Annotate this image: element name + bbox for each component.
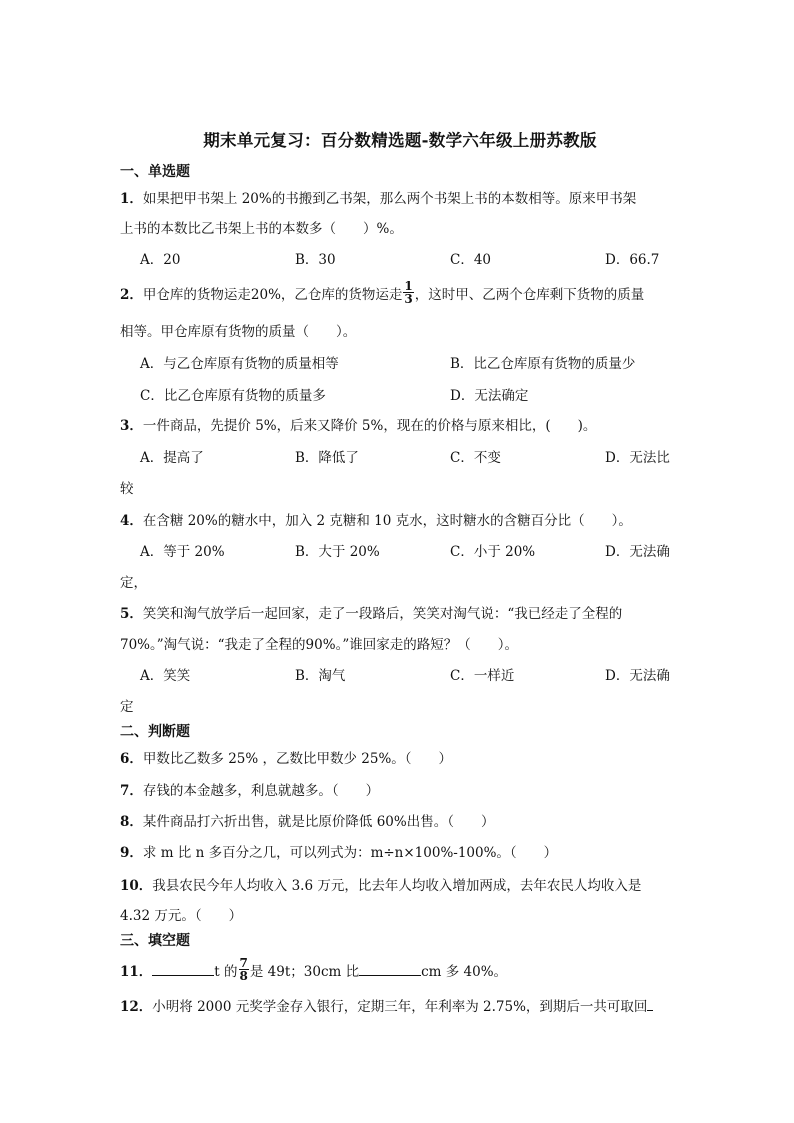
fraction-denominator: 3	[404, 292, 413, 306]
question-2-option-c[interactable]: C．比乙仓库原有货物的质量多	[140, 388, 326, 404]
question-2-number: 2．	[120, 287, 143, 303]
question-7-number: 7．	[120, 783, 143, 799]
question-8	[120, 810, 494, 830]
question-1-text: 如果把甲书架上 20%的书搬到乙书架，那么两个书架上书的本数相等。原来甲书架	[142, 191, 637, 207]
question-11	[120, 956, 508, 985]
question-1-option-c[interactable]: C．40	[450, 252, 492, 268]
question-5-option-b[interactable]: B．淘气	[295, 668, 346, 684]
question-10-text: 我县农民今年人均收入 3.6 万元，比去年人均收入增加两成，去年农民人均收入是	[152, 878, 642, 894]
question-12-number: 12．	[120, 999, 153, 1015]
question-10-line-2: 4.32 万元。（ ）	[120, 908, 243, 924]
fraction-numerator: 1	[404, 279, 413, 293]
question-6-number: 6．	[120, 751, 143, 767]
question-5-option-wrap: 定	[120, 699, 134, 715]
question-2-line-2: 相等。甲仓库原有货物的质量（ ）。	[120, 324, 357, 340]
question-3-option-wrap: 较	[120, 481, 134, 497]
question-4-option-c[interactable]: C．小于 20%	[450, 544, 536, 560]
question-4-option-d[interactable]: D．无法确	[605, 544, 670, 560]
question-11-number: 11．	[120, 964, 153, 980]
question-4-option-a[interactable]: A．等于 20%	[140, 544, 225, 560]
page-title: 期末单元复习：百分数精选题-数学六年级上册苏教版	[203, 131, 597, 150]
question-7	[120, 779, 379, 799]
question-6	[120, 747, 452, 767]
fraction-denominator: 8	[239, 969, 248, 983]
question-7-text: 存钱的本金越多，利息就越多。（ ）	[142, 783, 380, 799]
question-3-option-c[interactable]: C．不变	[450, 450, 501, 466]
question-5-text: 笑笑和淘气放学后一起回家，走了一段路后，笑笑对淘气说：“我已经走了全程的	[142, 606, 623, 622]
question-8-number: 8．	[120, 814, 143, 830]
question-3-line-1	[120, 414, 596, 434]
question-9-text: 求 m 比 n 多百分之几，可以列式为：m÷n×100%-100%。（ ）	[142, 845, 558, 861]
question-10-line-1	[120, 874, 641, 894]
question-3-option-d[interactable]: D．无法比	[605, 450, 670, 466]
question-2-option-b[interactable]: B．比乙仓库原有货物的质量少	[450, 356, 636, 372]
question-1-line-2: 上书的本数比乙书架上书的本数多（ ）%。	[120, 221, 403, 237]
question-12-line-1	[120, 995, 653, 1015]
fraction-numerator: 7	[239, 956, 248, 970]
question-1-option-d[interactable]: D．66.7	[605, 252, 660, 268]
question-11-fraction	[239, 957, 249, 982]
question-9	[120, 841, 557, 861]
question-4-number: 4．	[120, 513, 143, 529]
question-11-text-b: 是 49t；30cm 比	[249, 964, 360, 980]
question-1-line-1	[120, 187, 636, 207]
question-11-text-c: cm 多 40%。	[421, 964, 508, 980]
question-3-option-b[interactable]: B．降低了	[295, 450, 359, 466]
question-5-line-2: 70%。”淘气说：“我走了全程的90%。”谁回家走的路短？（ ）。	[120, 637, 518, 653]
question-5-line-1	[120, 602, 622, 622]
question-5-option-d[interactable]: D．无法确	[605, 668, 670, 684]
section-heading-single-choice: 一、单选题	[120, 164, 190, 180]
question-5-option-a[interactable]: A．笑笑	[140, 668, 191, 684]
question-3-text: 一件商品，先提价 5%，后来又降价 5%，现在的价格与原来相比，( )。	[142, 418, 597, 434]
question-3-number: 3．	[120, 418, 143, 434]
question-2-fraction	[403, 280, 413, 305]
question-4-line-1	[120, 509, 632, 529]
question-2-text-a: 甲仓库的货物运走20%，乙仓库的货物运走	[142, 287, 403, 303]
question-10-number: 10．	[120, 878, 153, 894]
question-11-text-a: t 的	[214, 964, 238, 980]
question-12-text: 小明将 2000 元奖学金存入银行，定期三年，年利率为 2.75%，到期后一共可取回	[152, 999, 648, 1015]
answer-blank-2[interactable]	[359, 963, 421, 976]
question-3-option-a[interactable]: A．提高了	[140, 450, 204, 466]
question-2-text-b: ，这时甲、乙两个仓库剩下货物的质量	[414, 287, 645, 303]
question-6-text: 甲数比乙数多 25% ，乙数比甲数少 25%。（ ）	[142, 751, 453, 767]
question-1-option-b[interactable]: B．30	[295, 252, 336, 268]
question-1-number: 1．	[120, 191, 143, 207]
question-8-text: 某件商品打六折出售，就是比原价降低 60%出售。（ ）	[142, 814, 495, 830]
question-5-option-c[interactable]: C．一样近	[450, 668, 515, 684]
section-heading-fill-in: 三、填空题	[120, 933, 190, 949]
question-4-option-b[interactable]: B．大于 20%	[295, 544, 380, 560]
question-2-line-1	[120, 279, 645, 308]
question-4-text: 在含糖 20%的糖水中，加入 2 克糖和 10 克水，这时糖水的含糖百分比（ ）。	[142, 513, 632, 529]
answer-blank-3[interactable]	[647, 998, 653, 1011]
question-9-number: 9．	[120, 845, 143, 861]
document-page	[120, 0, 680, 1123]
question-2-option-a[interactable]: A．与乙仓库原有货物的质量相等	[140, 356, 339, 372]
question-4-option-wrap: 定，	[120, 575, 147, 591]
question-1-option-a[interactable]: A．20	[140, 252, 181, 268]
question-2-option-d[interactable]: D．无法确定	[450, 388, 529, 404]
answer-blank-1[interactable]	[152, 963, 214, 976]
question-5-number: 5．	[120, 606, 143, 622]
section-heading-true-false: 二、判断题	[120, 724, 190, 740]
